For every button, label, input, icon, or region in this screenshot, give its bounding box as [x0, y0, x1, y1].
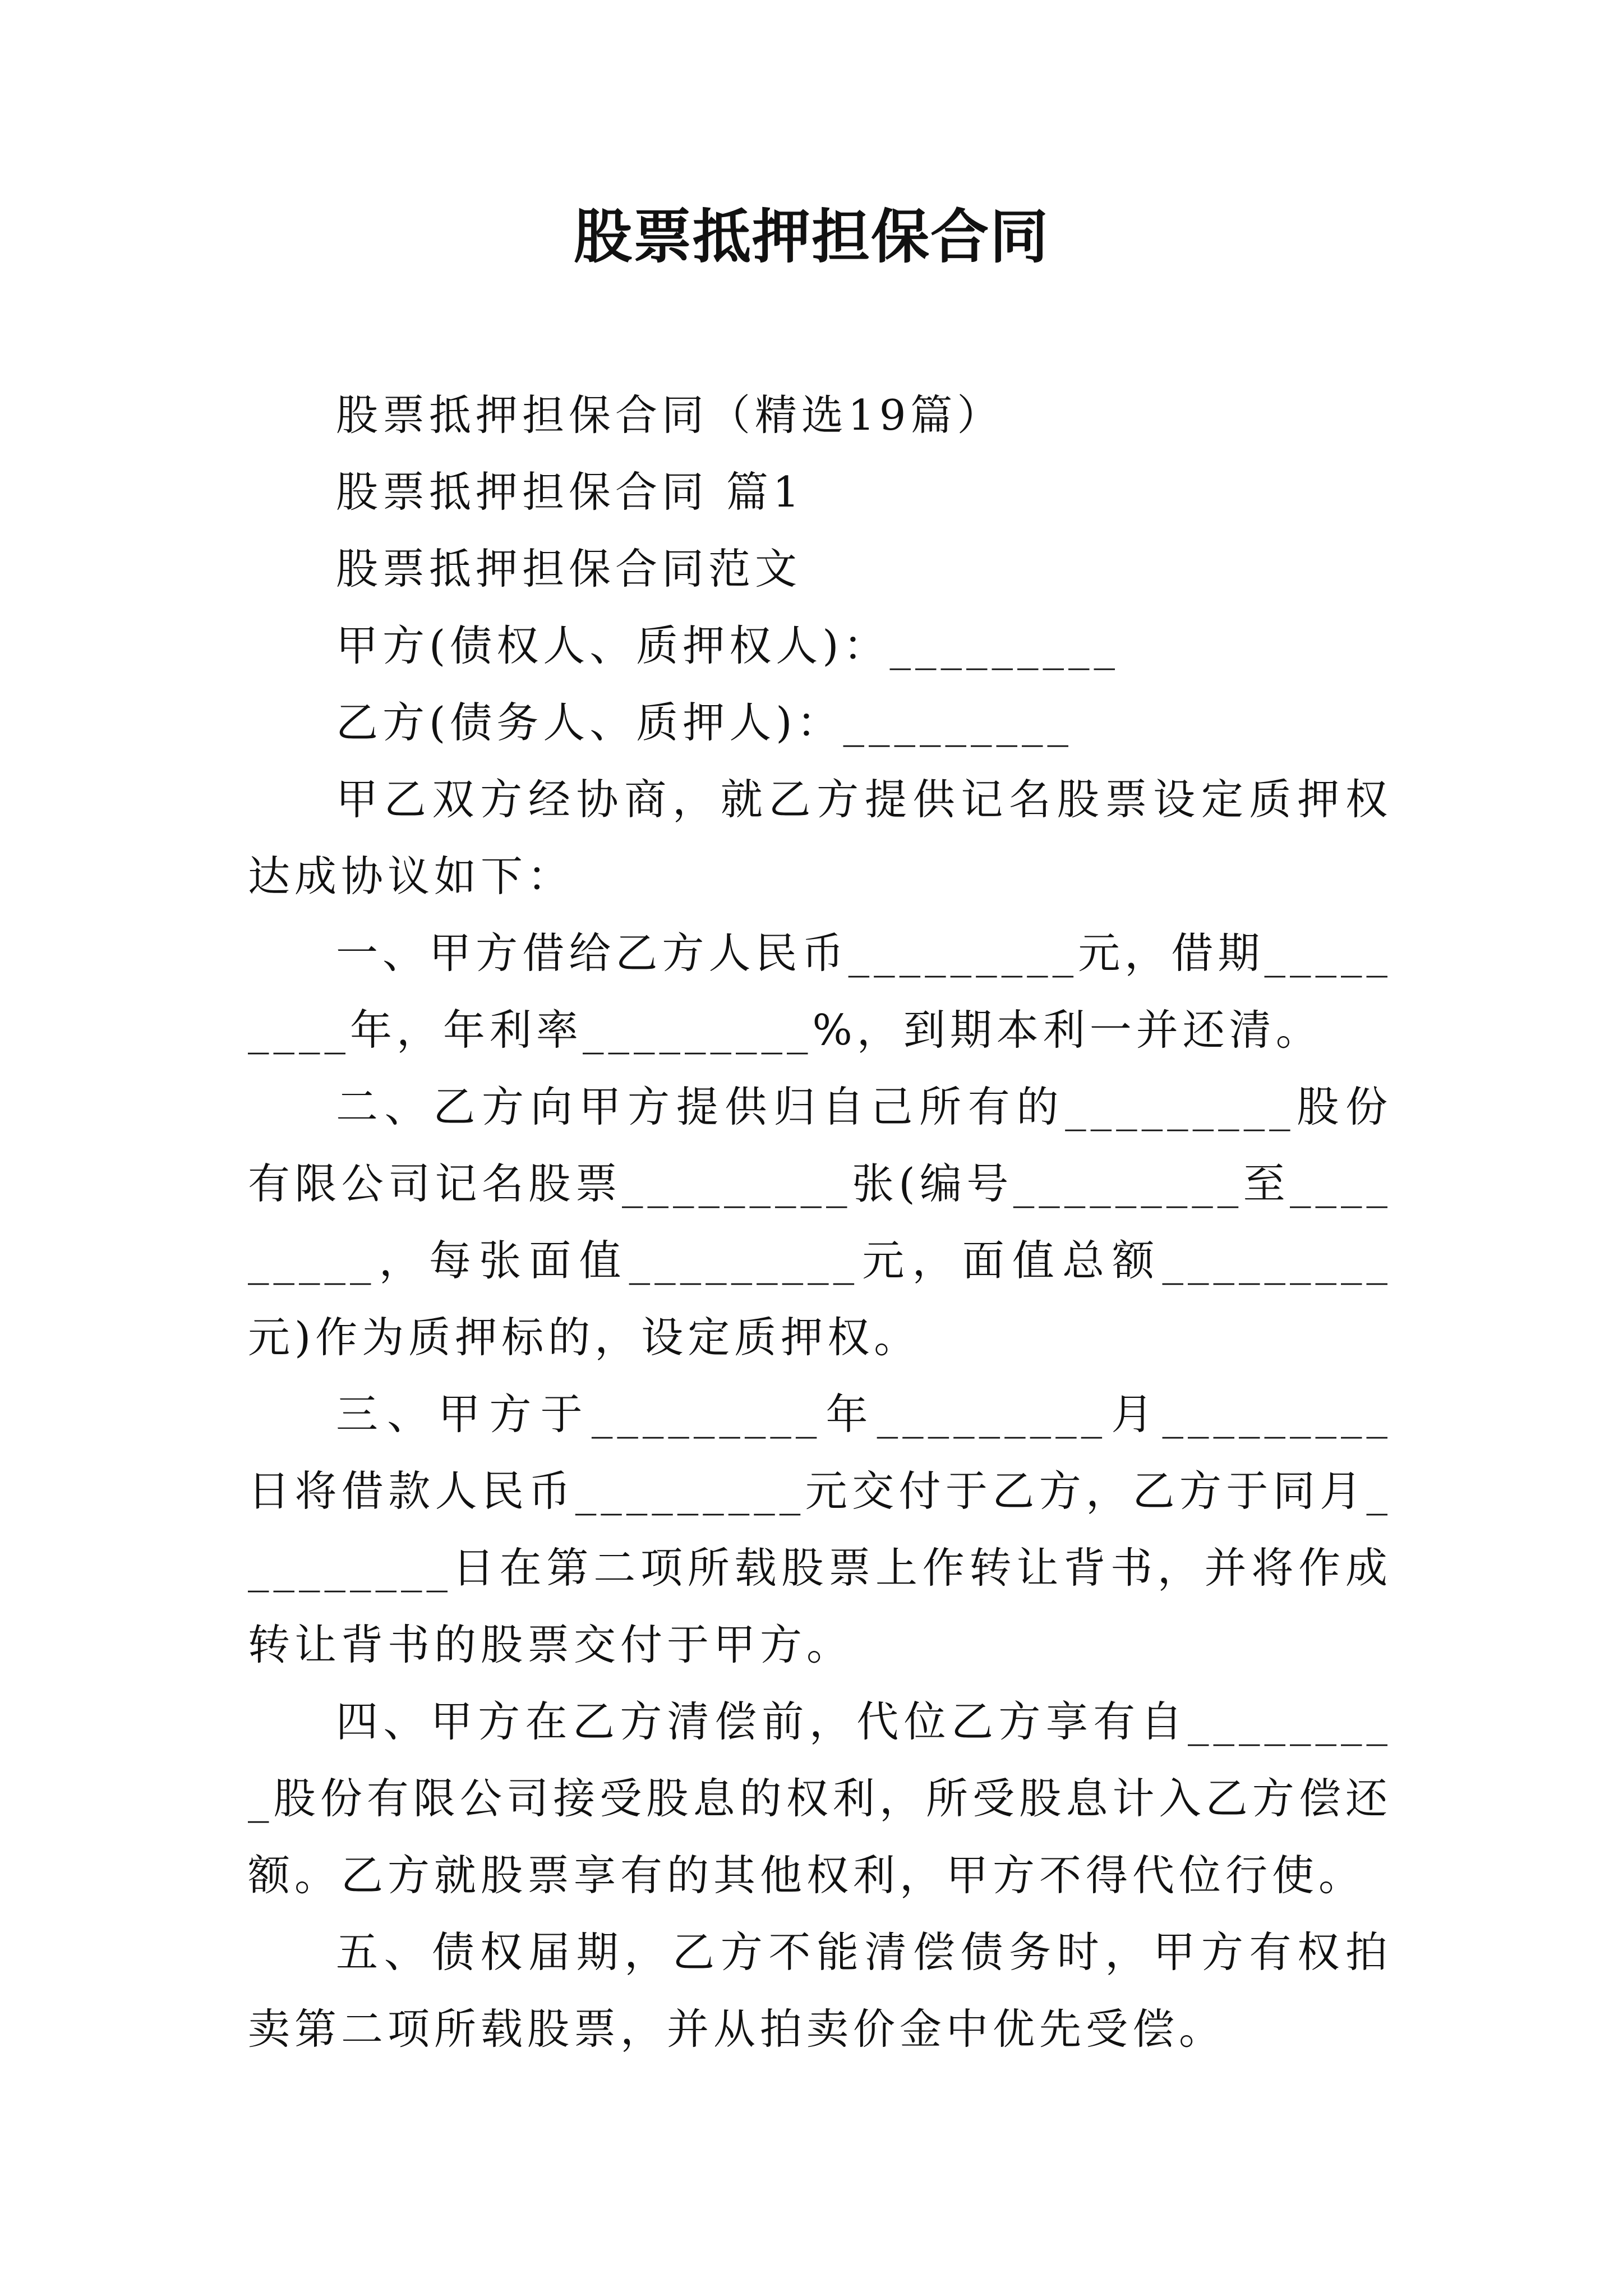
paragraph-party-a: 甲方(债权人、质押权人)：_________	[336, 621, 1120, 670]
paragraph-part-heading: 股票抵押担保合同 篇1	[336, 467, 804, 517]
paragraph-agreement-intro: 甲乙双方经协商，就乙方提供记名股票设定质押权达成协议如下：	[248, 775, 1392, 901]
paragraph-clause-3: 三、甲方于_________年_________月_________日将借款人民币_________元交付于乙方，乙方于同月_________日在第二项所载股票上作转让背书，并将作成转让背书的股票交付于甲方。	[248, 1389, 1392, 1669]
paragraph-clause-4: 四、甲方在乙方清偿前，代位乙方享有自_________股份有限公司接受股息的权利，所受股息计入乙方偿还额。乙方就股票享有的其他权利，甲方不得代位行使。	[248, 1697, 1392, 1900]
document-body	[248, 377, 1392, 2068]
paragraph-clause-1: 一、甲方借给乙方人民币_________元，借期_________年，年利率_________%，到期本利一并还清。	[248, 928, 1392, 1055]
paragraph-sample-heading: 股票抵押担保合同范文	[336, 544, 802, 593]
paragraph-clause-5: 五、债权届期，乙方不能清偿债务时，甲方有权拍卖第二项所载股票，并从拍卖价金中优先受偿。	[248, 1927, 1392, 2054]
document-title: 股票抵押担保合同	[573, 202, 1049, 271]
paragraph-party-b: 乙方(债务人、质押人)：_________	[336, 698, 1073, 747]
paragraph-clause-2: 二、乙方向甲方提供归自己所有的_________股份有限公司记名股票_________张(编号_________至_________，每张面值_________元，面值总额_________元)作为质押标的，设定质押权。	[248, 1082, 1392, 1362]
paragraph-collection-title: 股票抵押担保合同（精选19篇）	[336, 390, 1004, 440]
